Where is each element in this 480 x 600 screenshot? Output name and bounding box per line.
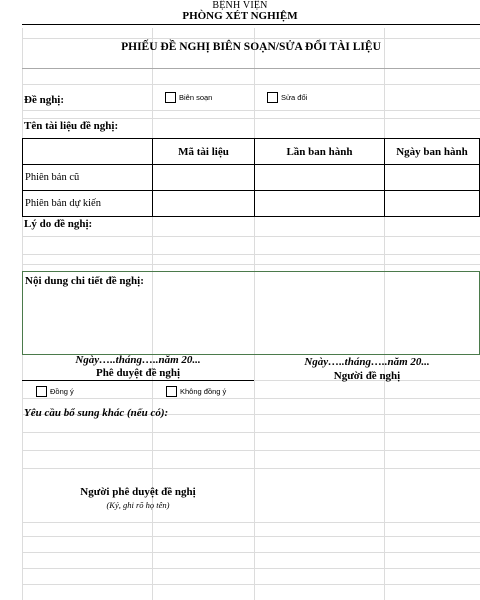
column-header: Lần ban hành: [255, 139, 385, 165]
requester-date: Ngày…..tháng…..năm 20...: [304, 356, 430, 368]
table-cell[interactable]: [385, 165, 480, 191]
compose-checkbox[interactable]: [165, 92, 176, 103]
table-cell[interactable]: [255, 165, 385, 191]
amend-checkbox[interactable]: [267, 92, 278, 103]
approval-title: Phê duyệt đề nghị: [95, 367, 181, 379]
table-cell[interactable]: [255, 191, 385, 217]
approval-date: Ngày…..tháng…..năm 20...: [75, 354, 201, 366]
approver-title: Người phê duyệt đề nghị: [80, 486, 196, 498]
department-name: PHÒNG XÉT NGHIỆM: [182, 10, 298, 22]
request-label: Đề nghị:: [24, 94, 65, 106]
table-cell[interactable]: [153, 165, 255, 191]
hospital-name: BỆNH VIỆN: [212, 0, 268, 11]
title-divider: [22, 68, 480, 69]
extra-requests-label: Yêu cầu bổ sung khác (nếu có):: [24, 407, 169, 419]
row-label: Phiên bản cũ: [23, 165, 153, 191]
details-label: Nội dung chi tiết đề nghị:: [25, 275, 144, 287]
header-rule: [22, 24, 480, 25]
disagree-checkbox[interactable]: [166, 386, 177, 397]
row-label: Phiên bản dự kiến: [23, 191, 153, 217]
approver-note: (Ký, ghi rõ họ tên): [106, 500, 170, 510]
form-title: PHIẾU ĐỀ NGHỊ BIÊN SOẠN/SỬA ĐỔI TÀI LIỆU: [121, 41, 381, 53]
column-header: Ngày ban hành: [385, 139, 480, 165]
version-table: [22, 138, 480, 217]
reason-label: Lý do đề nghị:: [24, 218, 93, 230]
table-row: [23, 165, 480, 191]
table-cell[interactable]: [153, 191, 255, 217]
compose-option-label: Biên soạn: [179, 93, 213, 102]
approval-underline: [22, 380, 254, 381]
table-corner-cell: [23, 139, 153, 165]
document-name-label: Tên tài liệu đề nghị:: [24, 120, 119, 132]
disagree-option-label: Không đồng ý: [180, 387, 227, 396]
amend-option-label: Sửa đổi: [281, 93, 308, 102]
agree-checkbox[interactable]: [36, 386, 47, 397]
table-row: [23, 191, 480, 217]
table-cell[interactable]: [385, 191, 480, 217]
agree-option-label: Đồng ý: [50, 387, 74, 396]
column-header: Mã tài liệu: [153, 139, 255, 165]
requester-title: Người đề nghị: [333, 370, 401, 382]
